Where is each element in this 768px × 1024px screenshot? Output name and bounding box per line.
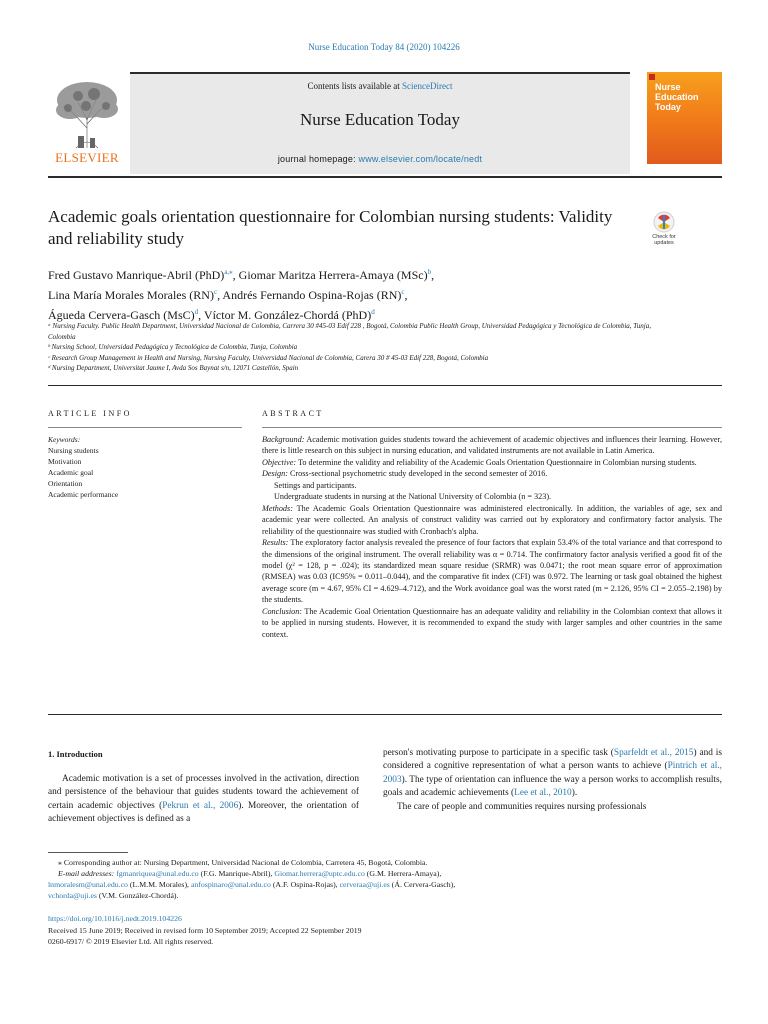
article-title: Academic goals orientation questionnaire for Colombian nursing students: Validity and reliability study <box>48 207 613 248</box>
keyword: Academic goal <box>48 468 94 477</box>
corresponding-author-note: ⁎ Corresponding author at: Nursing Department, Universidad Nacional de Colombia, Carretera 45, Bogotá, Colombia. <box>58 858 428 867</box>
email-addresses-cont: lnmoralesm@unal.edu.co (L.M.M. Morales), anfospinaro@unal.edu.co (A.F. Ospina-Rojas), cerveraa@uji.es (Á. Cervera-Gasch), <box>48 880 456 889</box>
abstract-bottom-rule <box>48 714 722 715</box>
body-paragraph: person's motivating purpose to participate in a specific task (Sparfeldt et al., 2015) and is considered a cognitive representation of what a person wants to achieve (Pintrich et al., 2003). The type of orientation can influence the way a person works to accomplish results, goals and academic achievements (Lee et al., 2010). <box>383 748 723 799</box>
body-paragraph: Academic motivation is a set of processes involved in the activation, direction and persistence of the behaviour that guides students toward the achievement of certain academic objectives (Pekrun et al., 2006). Moreover, the orientation of achievement objectives is defined as a <box>48 774 359 825</box>
abstract-objective: Objective: To determine the validity and reliability of the Academic Goals Orientation Questionnaire in Colombian nursing students. <box>262 457 697 467</box>
article-info-rule <box>48 427 242 428</box>
crossmark-label: Check for updates <box>652 234 676 246</box>
abstract-methods: Methods: The Academic Goals Orientation Questionnaire was administered electronically. In addition, the variables of age, sex and academic year were collected. An analysis of construct validity was carried out by exploratory and confirmatory factor analysis. The reliability of the questionnaire was studied with Cronbach's alpha. <box>262 503 722 536</box>
journal-reference[interactable]: Nurse Education Today 84 (2020) 104226 <box>308 42 460 52</box>
keyword: Orientation <box>48 479 83 488</box>
footnote-rule <box>48 852 128 853</box>
cover-accent <box>649 74 655 80</box>
homepage-prefix: journal homepage: <box>277 154 359 164</box>
citation-link[interactable]: Sparfeldt et al., 2015 <box>613 748 694 758</box>
section-rule <box>48 385 722 386</box>
doi-link[interactable]: https://doi.org/10.1016/j.nedt.2019.104226 <box>48 914 182 923</box>
received-dates: Received 15 June 2019; Received in revised form 10 September 2019; Accepted 22 September 2019 <box>48 925 362 935</box>
author-affiliation-mark[interactable]: a,⁎ <box>224 268 233 276</box>
email-link[interactable]: fgmanriquea@unal.edu.co <box>116 869 199 878</box>
affiliation-a: ᵃ Nursing Faculty. Public Health Department, Universidad Nacional de Colombia, Carrera 30 #45-03 Edif 228 , Bogotá, Colombia Public Health Group, Universidad Pedagógica y Tecnológica de Colombia, Tunja, Colombia <box>48 322 651 341</box>
email-link[interactable]: vchorda@uji.es <box>48 891 97 900</box>
homepage-link[interactable]: www.elsevier.com/locate/nedt <box>358 154 483 164</box>
citation-link[interactable]: Pintrich et al., 2003 <box>383 761 722 785</box>
body-column-right <box>383 747 722 814</box>
keyword: Nursing students <box>48 446 99 455</box>
abstract-body <box>262 434 722 640</box>
sciencedirect-link[interactable]: ScienceDirect <box>402 81 453 91</box>
author[interactable]: Águeda Cervera-Gasch (MsC)$^d$, <box>48 308 204 322</box>
copyright-line: 0260-6917/ © 2019 Elsevier Ltd. All rights reserved. <box>48 937 214 946</box>
author[interactable]: Andrés Fernando Ospina-Rojas (RN)$^c$, <box>222 288 408 302</box>
abstract-conclusion: Conclusion: The Academic Goal Orientation Questionnaire has an adequate validity and reliability in the Colombian context that allows it to be applied in nursing students. However, it is recommended to expand the study with larger samples and other countries in the same context. <box>262 606 722 639</box>
homepage-line <box>130 154 630 164</box>
body-paragraph: The care of people and communities requires nursing professionals <box>397 801 647 812</box>
email-addresses-cont: vchorda@uji.es (V.M. González-Chordá). <box>48 891 179 900</box>
affiliation-d: ᵈ Nursing Department, Universitat Jaume I, Avda Sos Baynat s/n, 12071 Castellón, Spain <box>48 364 299 372</box>
author-affiliation-mark[interactable]: c <box>213 288 218 296</box>
abstract-rule <box>262 427 722 428</box>
author-affiliation-mark[interactable]: d <box>371 308 375 316</box>
email-addresses: E-mail addresses: fgmanriquea@unal.edu.co (F.G. Manrique-Abril), Giomar.herrera@uptc.edu.co (G.M. Herrera-Amaya), <box>58 869 442 878</box>
email-link[interactable]: Giomar.herrera@uptc.edu.co <box>274 869 365 878</box>
abstract-participants: Undergraduate students in nursing at the National University of Colombia (n = 323). <box>274 492 552 502</box>
journal-cover-thumbnail[interactable] <box>647 72 722 164</box>
journal-name: Nurse Education Today <box>300 110 460 129</box>
keyword: Academic performance <box>48 490 119 499</box>
article-info-heading: ARTICLE INFO <box>48 409 132 418</box>
keywords-label: Keywords: <box>48 435 81 444</box>
contents-prefix: Contents lists available at <box>307 81 402 91</box>
publication-info <box>48 913 722 948</box>
keywords-block <box>48 434 242 500</box>
affiliation-b: ᵇ Nursing School, Universidad Pedagógica y Tecnológica de Colombia, Tunja, Colombia <box>48 343 298 351</box>
affiliation-c: ᶜ Research Group Management in Health and Nursing, Nursing Faculty, Universidad Nacional de Colombia, Carera 30 # 45-03 Edif 228, Bogotá, Colombia <box>48 353 489 362</box>
crossmark-icon <box>646 210 682 234</box>
journal-masthead <box>48 72 722 172</box>
author[interactable]: Fred Gustavo Manrique-Abril (PhD)$^{a,⁎}$, <box>48 268 239 282</box>
crossmark-badge[interactable] <box>646 210 682 256</box>
author[interactable]: Víctor M. González-Chordá (PhD)$^d$ <box>203 308 375 322</box>
email-link[interactable]: anfospinaro@unal.edu.co <box>190 880 271 889</box>
contents-line <box>130 81 630 91</box>
author[interactable]: Lina María Morales Morales (RN)$^c$, <box>48 288 223 302</box>
author-affiliation-mark[interactable]: c <box>401 288 405 296</box>
cover-title: Nurse Education Today <box>655 82 699 112</box>
author[interactable]: Giomar Maritza Herrera-Amaya (MSc)$^b$, <box>238 268 435 282</box>
elsevier-wordmark: ELSEVIER <box>55 150 119 165</box>
keyword: Motivation <box>48 457 82 466</box>
abstract-background: Background: Academic motivation guides students toward the achievement of academic objectives and influences their learning. However, there is little research on this subject in nursing education, and validated instruments are not available in Latin America. <box>262 435 722 456</box>
abstract-heading: ABSTRACT <box>262 409 324 418</box>
author-list <box>48 264 688 324</box>
body-column-left <box>48 773 359 827</box>
email-link[interactable]: cerveraa@uji.es <box>339 880 390 889</box>
author-affiliation-mark[interactable]: b <box>427 268 432 276</box>
author-affiliation-mark[interactable]: d <box>194 308 199 316</box>
tree-icon <box>48 76 126 152</box>
abstract-settings: Settings and participants. <box>274 480 357 490</box>
citation-link[interactable]: Pekrun et al., 2006 <box>162 800 239 811</box>
abstract-results: Results: The exploratory factor analysis revealed the presence of four factors that explain 53.4% of the total variance and that correspond to the dimensions of the original instrument. The overall reliability was α = 0.714. The confirmatory factor analysis verified a good fit of the model (χ² = 128, p = .024); its standardized mean square residue (SRMR) was 0.0471; the root mean square error of approximation (RMSEA) was 0.03 (IC95% = 0.011–0.044), and the comparative fit index (CFI) was 0.972. The learning or task goal obtained the highest average score (m = 4.67, 95% CI = 4.629–4.712), and the Work avoidance goal was the worst rated (m = 2.126, 95% CI = 2.055–2.198) by the students. <box>262 538 722 605</box>
email-link[interactable]: lnmoralesm@unal.edu.co <box>48 880 128 889</box>
introduction-heading: 1. Introduction <box>48 749 103 759</box>
footnotes <box>48 857 722 901</box>
abstract-design: Design: Cross-sectional psychometric study developed in the second semester of 2016. <box>262 469 548 479</box>
masthead-band <box>130 72 630 174</box>
citation-link[interactable]: Lee et al., 2010 <box>514 788 572 799</box>
masthead-rule <box>48 176 722 178</box>
affiliations <box>48 321 668 374</box>
